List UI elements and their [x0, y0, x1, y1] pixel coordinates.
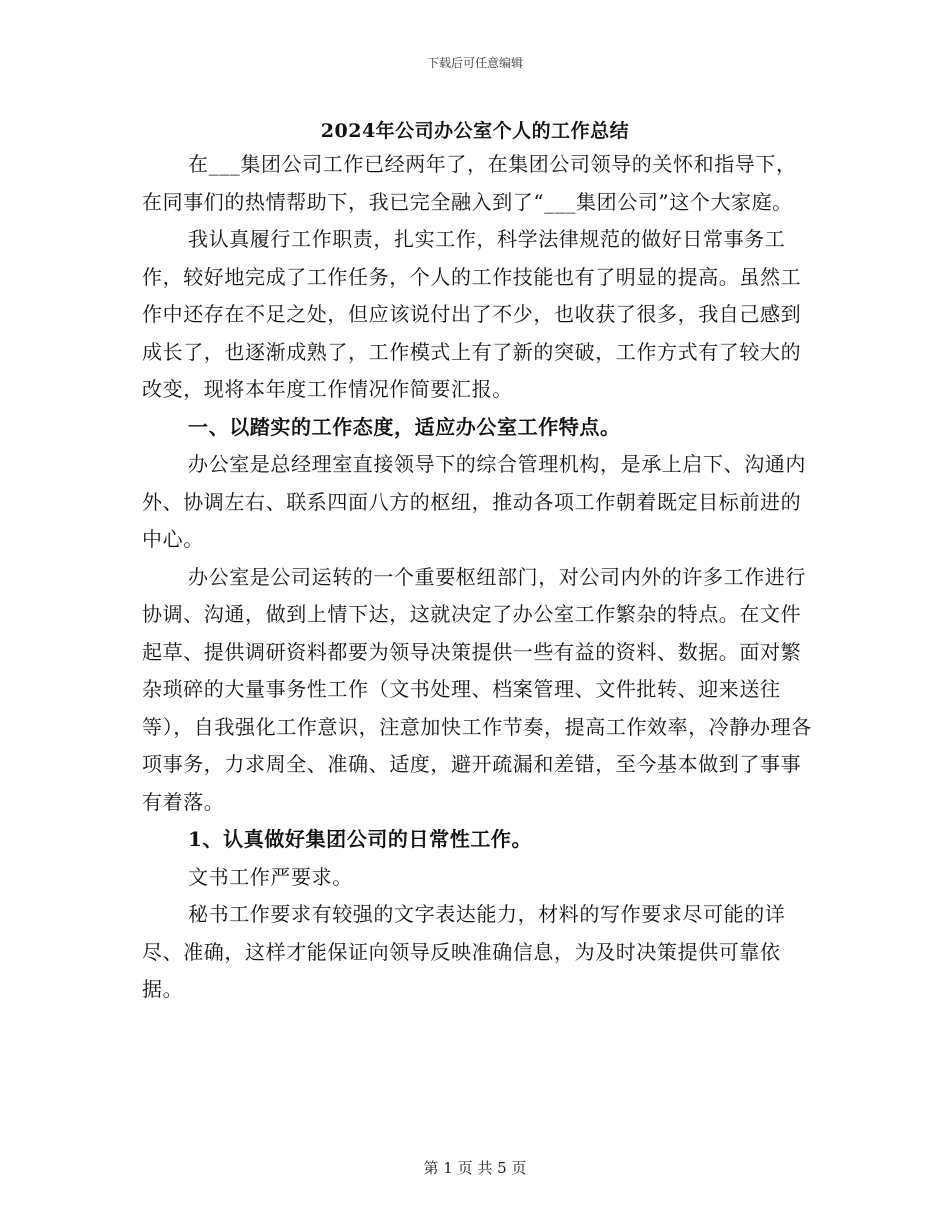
paragraph-office-role: 办公室是总经理室直接领导下的综合管理机构，是承上启下、沟通内外、协调左右、联系四面八方的枢纽，推动各项工作朝着既定目标前进的中心。 — [142, 452, 806, 551]
paragraph-intro: 在___集团公司工作已经两年了，在集团公司领导的关怀和指导下，在同事们的热情帮助下，我已完全融入到了“___集团公司”这个大家庭。 — [142, 152, 797, 214]
paragraph-overview: 我认真履行工作职责，扎实工作，科学法律规范的做好日常事务工作，较好地完成了工作任务，个人的工作技能也有了明显的提高。虽然工作中还存在不足之处，但应该说付出了不少，也收获了很多，我自己感到成长了，也逐渐成熟了，工作模式上有了新的突破，工作方式有了较大的改变，现将本年度工作情况作简要汇报。 — [142, 227, 802, 401]
paragraph-document-work: 文书工作严要求。 — [188, 864, 353, 889]
subsection-heading-1: 1、认真做好集团公司的日常性工作。 — [188, 827, 533, 851]
document-title: 2024年公司办公室个人的工作总结 — [320, 120, 630, 142]
download-note: 下载后可任意编辑 — [426, 56, 523, 70]
document-body — [142, 146, 812, 1009]
section-heading-1: 一、以踏实的工作态度，适应办公室工作特点。 — [188, 414, 621, 439]
paragraph-secretary-work: 秘书工作要求有较强的文字表达能力，材料的写作要求尽可能的详尽、准确，这样才能保证向领导反映准确信息，为及时决策提供可靠依据。 — [142, 902, 786, 1001]
paragraph-office-work: 办公室是公司运转的一个重要枢纽部门，对公司内外的许多工作进行协调、沟通，做到上情下达，这就决定了办公室工作繁杂的特点。在文件起草、提供调研资料都要为领导决策提供一些有益的资料、数据。面对繁杂琐碎的大量事务性工作（文书处理、档案管理、文件批转、迎来送往等），自我强化工作意识，注意加快工作节奏，提高工作效率，冷静办理各项事务，力求周全、准确、适度，避开疏漏和差错，至今基本做到了事事有着落。 — [142, 564, 812, 814]
page-indicator: 第 1 页 共 5 页 — [423, 1159, 527, 1177]
